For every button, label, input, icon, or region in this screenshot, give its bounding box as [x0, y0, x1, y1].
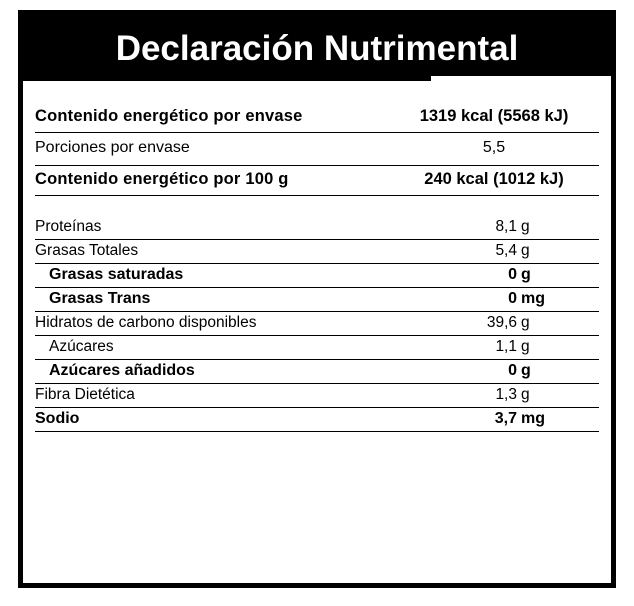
nutrient-unit: g	[521, 314, 530, 331]
label-title-bar	[23, 15, 611, 81]
table-row	[35, 264, 599, 288]
table-row	[35, 240, 599, 264]
nutrient-name: Sodio	[35, 410, 80, 427]
table-row	[35, 336, 599, 360]
label-body	[23, 81, 611, 583]
nutrient-unit: mg	[521, 290, 545, 307]
portions-label: Porciones por envase	[35, 139, 190, 156]
nutrient-unit: g	[521, 362, 531, 379]
label-frame	[18, 10, 616, 588]
table-row	[35, 384, 599, 408]
table-row	[35, 360, 599, 384]
row-energy-per-100g	[35, 166, 599, 195]
portions-value: 5,5	[482, 139, 506, 156]
nutrient-name: Proteínas	[35, 218, 102, 235]
energy-section	[35, 81, 599, 196]
nutrient-unit: g	[521, 218, 530, 235]
energy-per-100g-label: Contenido energético por 100 g	[35, 170, 289, 188]
nutrient-unit: g	[521, 338, 530, 355]
nutrient-name: Fibra Dietética	[35, 386, 135, 403]
energy-per-package-label: Contenido energético por envase	[35, 107, 303, 125]
section-gap	[35, 196, 599, 216]
row-energy-per-package	[35, 103, 599, 132]
nutrient-unit: mg	[521, 410, 545, 427]
energy-per-100g-value: 240 kcal (1012 kJ)	[424, 170, 564, 188]
nutrient-value: 1,3	[495, 386, 517, 403]
nutrient-name: Hidratos de carbono disponibles	[35, 314, 257, 331]
page-title: Declaración Nutrimental	[115, 28, 519, 68]
table-row	[35, 312, 599, 336]
nutrient-name: Grasas saturadas	[49, 266, 184, 283]
nutrient-value: 0	[508, 266, 517, 283]
nutrient-value: 8,1	[495, 218, 517, 235]
label-bottom-space	[35, 432, 599, 458]
nutrient-name: Grasas Trans	[49, 290, 151, 307]
nutrient-unit: g	[521, 242, 530, 259]
nutrient-unit: g	[521, 386, 530, 403]
table-row	[35, 216, 599, 240]
nutrient-name: Grasas Totales	[35, 242, 139, 259]
nutrient-unit: g	[521, 266, 531, 283]
nutrient-value: 5,4	[495, 242, 517, 259]
nutrients-table	[35, 216, 599, 432]
nutrient-name: Azúcares añadidos	[49, 362, 195, 379]
table-row	[35, 408, 599, 432]
nutrient-value: 1,1	[495, 338, 517, 355]
energy-per-package-value: 1319 kcal (5568 kJ)	[419, 107, 569, 125]
row-portions-per-package	[35, 133, 599, 165]
nutrient-name: Azúcares	[49, 338, 114, 355]
table-row	[35, 288, 599, 312]
nutrient-value: 0	[508, 362, 517, 379]
nutrient-value: 39,6	[486, 314, 517, 331]
nutrient-value: 0	[508, 290, 517, 307]
nutrient-value: 3,7	[494, 410, 517, 427]
